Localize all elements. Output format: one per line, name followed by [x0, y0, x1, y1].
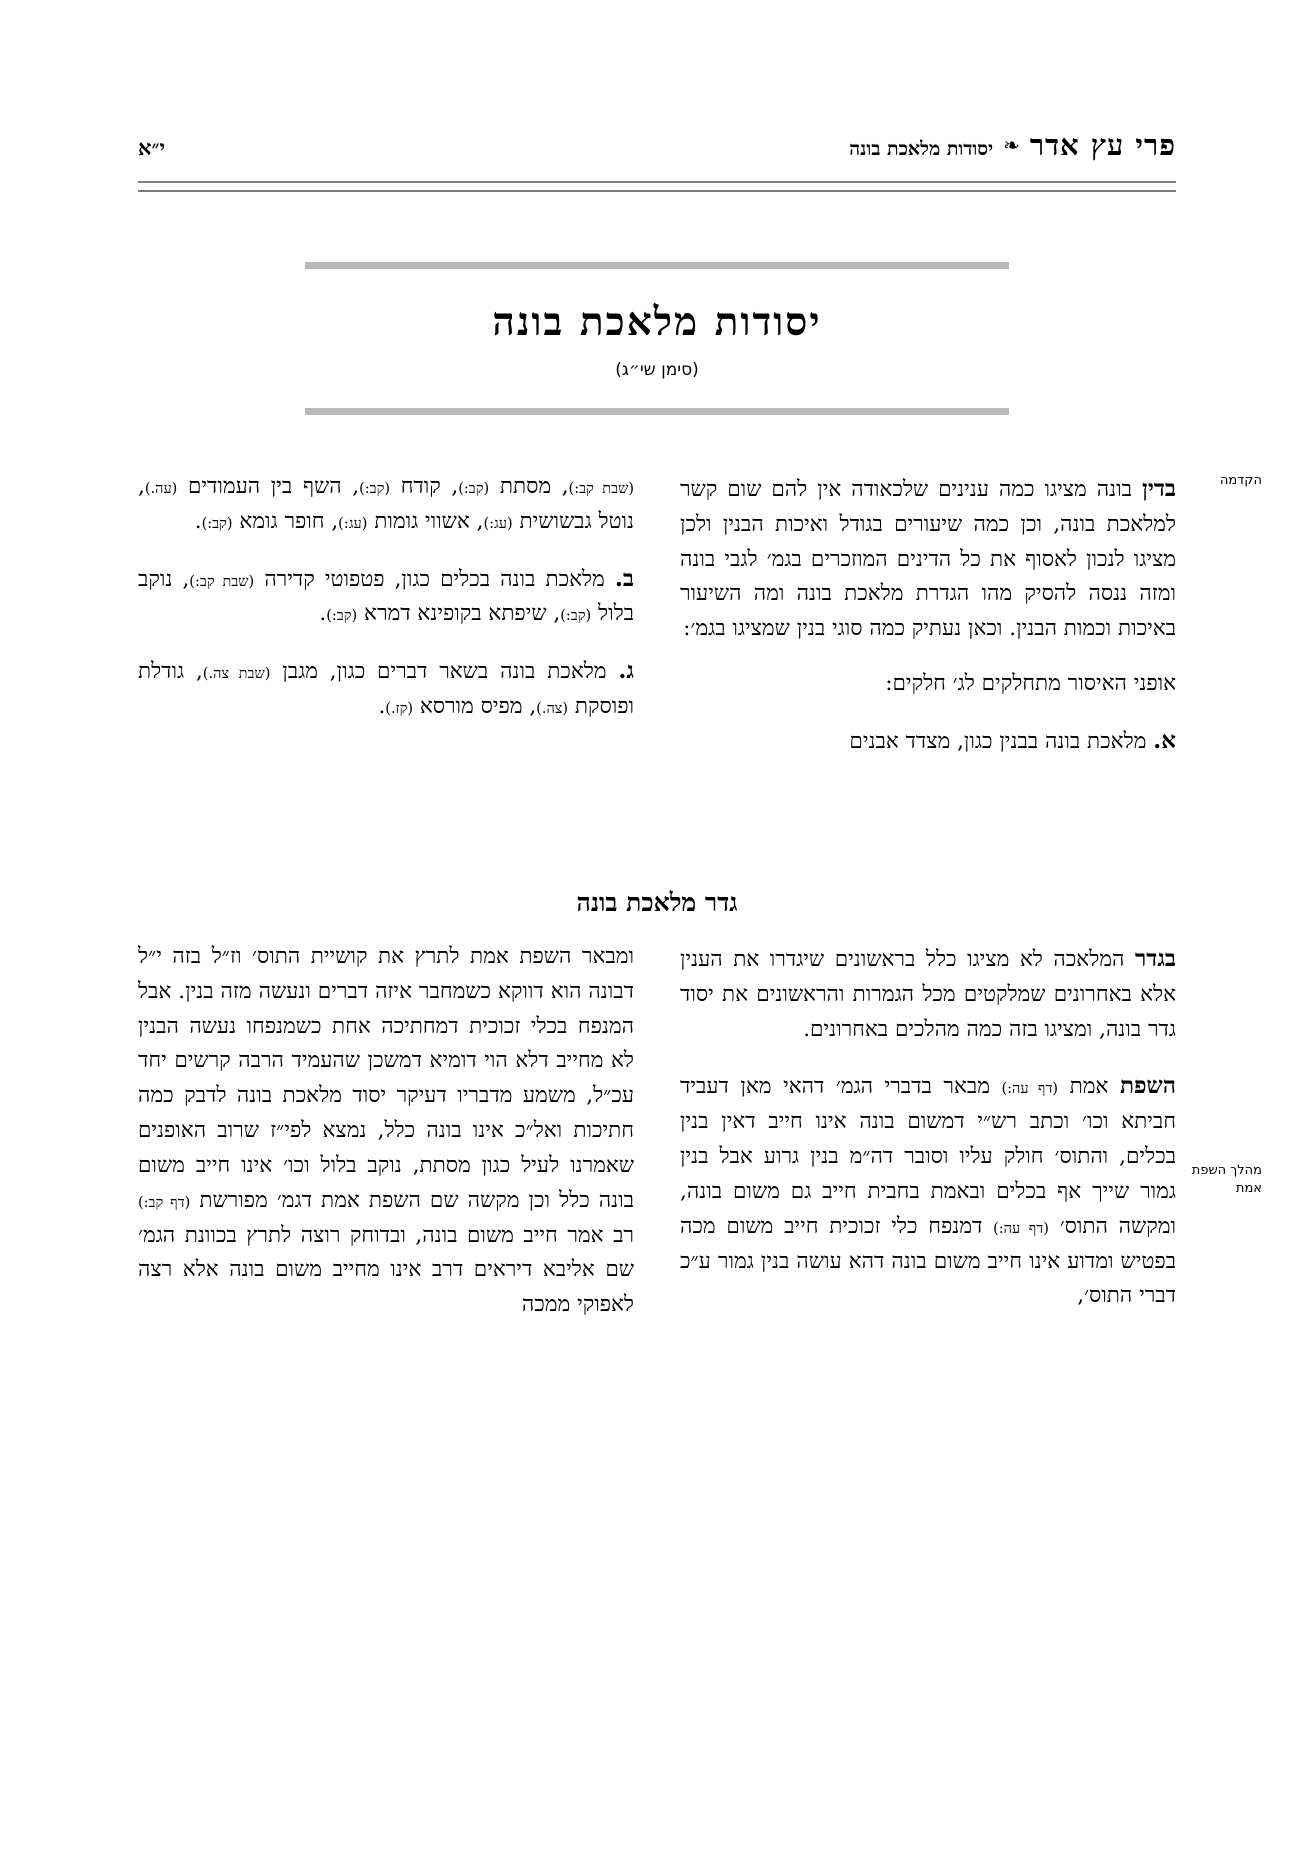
- paragraph-ofanei-text: אופני האיסור מתחלקים לג׳ חלקים:: [885, 671, 1176, 697]
- text-run: , שיפתא בקופינא דמרא: [357, 601, 561, 627]
- paragraph-alef-continued: [138, 470, 634, 540]
- text-run: אמת: [1058, 1074, 1120, 1100]
- header-double-rule: [138, 181, 1176, 192]
- paragraph-bdin-text: בונה מציגו כמה ענינים שלכאודה אין להם שום קשר למלאכת בונה, וכן כמה שיעורים בגודל ואיכות הבנין ולכן מציגו לנכון לאסוף את כל הדינים המוזכרים בגמ׳ לגבי בונה ומזה ננסה להסיק מהו הגדרת מלאכת בונה ומה השיעור באיכות וכמות הבנין. וכאן נעתיק כמה סוגי בנין שמציגו בגמ׳:: [680, 477, 1176, 642]
- margin-note-hakdama: הקדמה: [1219, 473, 1262, 488]
- text-run: .: [378, 694, 386, 720]
- paragraph-alef-text: מלאכת בונה בבנין כגון, מצדד אבנים: [849, 728, 1154, 754]
- paragraph-gimel: [138, 652, 634, 725]
- source-citation: (עג:): [338, 515, 368, 532]
- text-run: , גודלת ופוסקת: [138, 659, 634, 720]
- section-heading: גדר מלאכת בונה: [576, 888, 738, 917]
- title-rule-top: [305, 262, 1009, 269]
- text-run: , קודח: [390, 474, 459, 499]
- text-run: , חופר גומא: [232, 508, 339, 534]
- paragraph-begeder-text: המלאכה לא מציגו כלל בראשונים שיגדרו את הענין אלא באחרונים שמלקטים מכל הגמרות והראשונים את יסוד גדר בונה, ומציגו בזה כמה מהלכים באחרונים.: [680, 947, 1176, 1042]
- column-left-upper: [138, 470, 634, 760]
- column-right-upper: [680, 470, 1262, 760]
- source-citation: (קב:): [560, 608, 592, 625]
- paragraph-bet: [138, 560, 634, 633]
- running-head: [138, 128, 1176, 168]
- text-run: , נוטל גבשושית: [138, 474, 634, 534]
- title-rule-bottom: [305, 408, 1009, 415]
- lead-marker-gimel: ג.: [618, 657, 634, 685]
- paragraph-umevaer: [138, 940, 634, 1323]
- margin-note-mahalach-sfas-emes: מהלך השפת אמת: [1191, 1163, 1262, 1196]
- text-run: דמנפח כלי זכוכית חייב משום מכה בפטיש ומדוע אינו חייב משום בונה דהא עושה בנין גמור ע״כ דברי התוס׳,: [680, 1213, 1176, 1309]
- text-run: , מפיס מורסא: [413, 694, 537, 720]
- source-citation: (שבת צה.): [202, 666, 271, 683]
- column-left-lower: [138, 940, 634, 1323]
- source-citation: (קב:): [458, 481, 490, 497]
- source-citation: (דף קב:): [138, 1194, 191, 1211]
- source-citation: (עג:): [483, 515, 513, 532]
- text-run: , אשווי גומות: [367, 508, 484, 534]
- text-run: .: [319, 601, 327, 627]
- text-run: , נוקב בלול: [138, 566, 634, 627]
- folio-number: י״א: [138, 135, 165, 160]
- running-head-right: [849, 128, 1176, 163]
- lead-word-bdin: בדין: [1141, 475, 1176, 502]
- title-block: [305, 262, 1009, 415]
- flower-ornament-icon: ❧: [1003, 133, 1020, 157]
- source-citation: (קב:): [201, 515, 233, 532]
- lead-word-hasfas: השפת: [1119, 1072, 1176, 1100]
- paragraph-alef: [680, 722, 1176, 760]
- source-citation: (עה.): [144, 481, 178, 497]
- source-citation: (שבת קב:): [568, 481, 635, 497]
- lead-marker-alef: א.: [1153, 726, 1176, 754]
- text-run: ומבאר השפת אמת לתרץ את קושיית התוס׳ וז״ל בזה י״ל דבונה הוא דווקא כשמחבר איזה דברים ונעשה מזה בנין. אבל המנפח בכלי זכוכית דמחתיכה אחת כשמנפחו נעשה הבנין לא מחייב דלא הוי דומיא דמשכן שהעמיד הרבה קרשים יחד עכ״ל, משמע מדבריו דעיקר יסוד מלאכת בונה לדבק כמה חתיכות ואל״כ אינו בונה כלל, נמצא לפי״ז שרוב האופנים שאמרנו לעיל כגון מסתת, נוקב בלול וכו׳ אינו חייב משום בונה כלל וכן מקשה שם השפת אמת דגמ׳ מפורשת: [138, 944, 634, 1213]
- text-run: מלאכת בונה בשאר דברים כגון, מגבן: [270, 659, 619, 685]
- source-citation: (דף עה:): [993, 1220, 1049, 1237]
- text-run: מלאכת בונה בכלים כגון, פטפוטי קדירה: [254, 566, 615, 592]
- running-head-section: יסודות מלאכת בונה: [849, 138, 994, 160]
- lead-word-begeder: בגדר: [1134, 945, 1176, 972]
- paragraph-begeder: [680, 940, 1176, 1047]
- text-run: מבאר בדברי הגמ׳ דהאי מאן דעביד חביתא וכו׳ וכתב רש״י דמשום בונה אינו חייב דאין בנין בכלים, והתוס׳ חולק עליו וסובר דה״מ בנין גרוע אבל בנין גמור שייך אף בכלים ובאמת בחבית חייב גם משום בונה, ומקשה התוס׳: [680, 1074, 1176, 1239]
- lead-marker-bet: ב.: [614, 564, 634, 592]
- body-columns-upper: [138, 470, 1262, 760]
- book-title: פרי עץ אדר: [1029, 128, 1176, 162]
- paragraph-ofanei-haisur: [680, 667, 1176, 702]
- source-citation: (קב:): [326, 608, 358, 625]
- source-citation: (דף עה:): [1001, 1081, 1059, 1098]
- text-run: , מסתת: [489, 474, 569, 499]
- source-citation: (קז.): [385, 701, 414, 718]
- source-citation: (שבת קב:): [189, 573, 255, 590]
- text-run: רב אמר חייב משום בונה, ובדוחק רוצה לתרץ בכוונת הגמ׳ שם אליבא דיראים דרב אינו מחייב משום בונה אלא רצה לאפוקי ממכה: [138, 1222, 634, 1318]
- column-right-lower: [680, 940, 1262, 1323]
- source-citation: (קב:): [359, 481, 391, 497]
- body-columns-lower: [138, 940, 1262, 1323]
- page-subtitle: (סימן שי״ג): [615, 359, 699, 380]
- text-run: .: [194, 508, 202, 534]
- page-title: יסודות מלאכת בונה: [492, 299, 822, 345]
- source-citation: (צה.): [536, 701, 569, 718]
- text-run: , השף בין העמודים: [177, 474, 360, 499]
- paragraph-bdin: [680, 470, 1176, 647]
- paragraph-sfas-emes: [680, 1067, 1176, 1314]
